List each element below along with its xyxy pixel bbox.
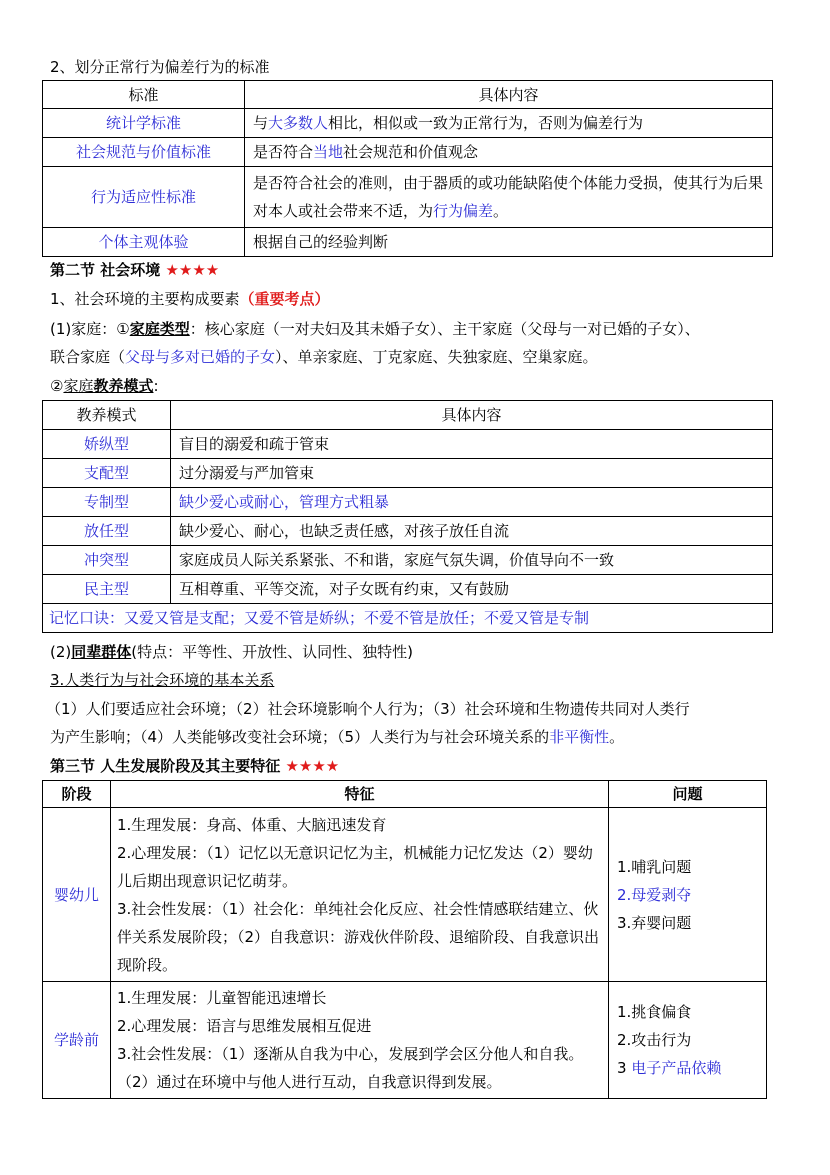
paragraph: 为产生影响；（4）人类能够改变社会环境；（5）人类行为与社会环境关系的非平衡性。 xyxy=(50,728,625,746)
table-header: 问题 xyxy=(609,781,767,808)
mnemonic: 记忆口诀：又爱又管是支配；又爱不管是娇纵；不爱不管是放任；不爱又管是专制 xyxy=(43,604,773,633)
paragraph: 1、社会环境的主要构成要素（重要考点） xyxy=(50,290,330,308)
mnemonic-row xyxy=(43,604,773,633)
stage-features: 1.生理发展：身高、体重、大脑迅速发育 2.心理发展：（1）记忆以无意识记忆为主，机械能力记忆发达（2）婴幼儿后期出现意识记忆萌芽。 3.社会性发展：（1）社会化：单纯社会化反应、社会性情感联结建立、伙伴关系发展阶段；（2）自我意识：游戏伙伴阶段、退缩阶段、自我意识出现阶段。 xyxy=(111,808,609,982)
table-header: 具体内容 xyxy=(245,81,773,109)
criterion-name: 统计学标准 xyxy=(43,109,245,138)
star-rating: ★★★★ xyxy=(285,757,340,775)
mode-name: 冲突型 xyxy=(43,546,171,575)
mode-content: 盲目的溺爱和疏于管束 xyxy=(171,430,773,459)
stage-issues: 1.挑食偏食 2.攻击行为 3 电子产品依赖 xyxy=(609,982,767,1099)
stage-features: 1.生理发展：儿童智能迅速增长 2.心理发展：语言与思维发展相互促进 3.社会性发展：（1）逐渐从自我为中心，发展到学会区分他人和自我。（2）通过在环境中与他人进行互动，自我意识得到发展。 xyxy=(111,982,609,1099)
criterion-content: 根据自己的经验判断 xyxy=(245,228,773,257)
mode-name: 民主型 xyxy=(43,575,171,604)
stage-name: 婴幼儿 xyxy=(43,808,111,982)
development-table xyxy=(42,780,767,1099)
table-row xyxy=(43,459,773,488)
table-header: 标准 xyxy=(43,81,245,109)
table-row xyxy=(43,228,773,257)
table-row xyxy=(43,109,773,138)
table-row xyxy=(43,167,773,228)
criterion-content: 是否符合社会的准则，由于器质的或功能缺陷使个体能力受损，使其行为后果对本人或社会带来不适，为行为偏差。 xyxy=(245,167,773,228)
table-row xyxy=(43,982,767,1099)
criteria-table xyxy=(42,80,773,257)
table-header: 具体内容 xyxy=(171,401,773,430)
mode-content: 缺少爱心、耐心，也缺乏责任感，对孩子放任自流 xyxy=(171,517,773,546)
mode-name: 专制型 xyxy=(43,488,171,517)
table-row xyxy=(43,488,773,517)
table-row xyxy=(43,575,773,604)
paragraph: （1）人们要适应社会环境；（2）社会环境影响个人行为；（3）社会环境和生物遗传共同对人类行 xyxy=(46,700,690,718)
paragraph: (1)家庭：①家庭类型：核心家庭（一对夫妇及其未婚子女）、主干家庭（父母与一对已婚的子女）、 xyxy=(50,320,700,338)
mode-content: 家庭成员人际关系紧张、不和谐，家庭气氛失调，价值导向不一致 xyxy=(171,546,773,575)
table-row xyxy=(43,546,773,575)
section-title: 第三节 人生发展阶段及其主要特征 ★★★★ xyxy=(50,757,340,775)
table-row xyxy=(43,517,773,546)
section-heading: 2、划分正常行为偏差行为的标准 xyxy=(50,58,270,76)
section-title: 第二节 社会环境 ★★★★ xyxy=(50,261,220,279)
table-row xyxy=(43,138,773,167)
criterion-name: 行为适应性标准 xyxy=(43,167,245,228)
paragraph: ②家庭教养模式: xyxy=(50,377,159,395)
table-row xyxy=(43,430,773,459)
mode-content: 缺少爱心或耐心，管理方式粗暴 xyxy=(171,488,773,517)
table-header: 阶段 xyxy=(43,781,111,808)
criterion-content: 与大多数人相比，相似或一致为正常行为，否则为偏差行为 xyxy=(245,109,773,138)
parenting-table xyxy=(42,400,773,633)
table-header: 特征 xyxy=(111,781,609,808)
table-row xyxy=(43,808,767,982)
paragraph: (2)同辈群体(特点：平等性、开放性、认同性、独特性) xyxy=(50,643,413,661)
mode-name: 放任型 xyxy=(43,517,171,546)
star-rating: ★★★★ xyxy=(165,261,220,279)
mode-name: 支配型 xyxy=(43,459,171,488)
stage-issues: 1.哺乳问题 2.母爱剥夺 3.弃婴问题 xyxy=(609,808,767,982)
criterion-name: 个体主观体验 xyxy=(43,228,245,257)
stage-name: 学龄前 xyxy=(43,982,111,1099)
criterion-content: 是否符合当地社会规范和价值观念 xyxy=(245,138,773,167)
table-header: 教养模式 xyxy=(43,401,171,430)
mode-content: 互相尊重、平等交流，对子女既有约束，又有鼓励 xyxy=(171,575,773,604)
mode-name: 娇纵型 xyxy=(43,430,171,459)
paragraph: 联合家庭（父母与多对已婚的子女）、单亲家庭、丁克家庭、失独家庭、空巢家庭。 xyxy=(50,348,598,366)
subsection-heading: 3.人类行为与社会环境的基本关系 xyxy=(50,671,275,689)
criterion-name: 社会规范与价值标准 xyxy=(43,138,245,167)
mode-content: 过分溺爱与严加管束 xyxy=(171,459,773,488)
